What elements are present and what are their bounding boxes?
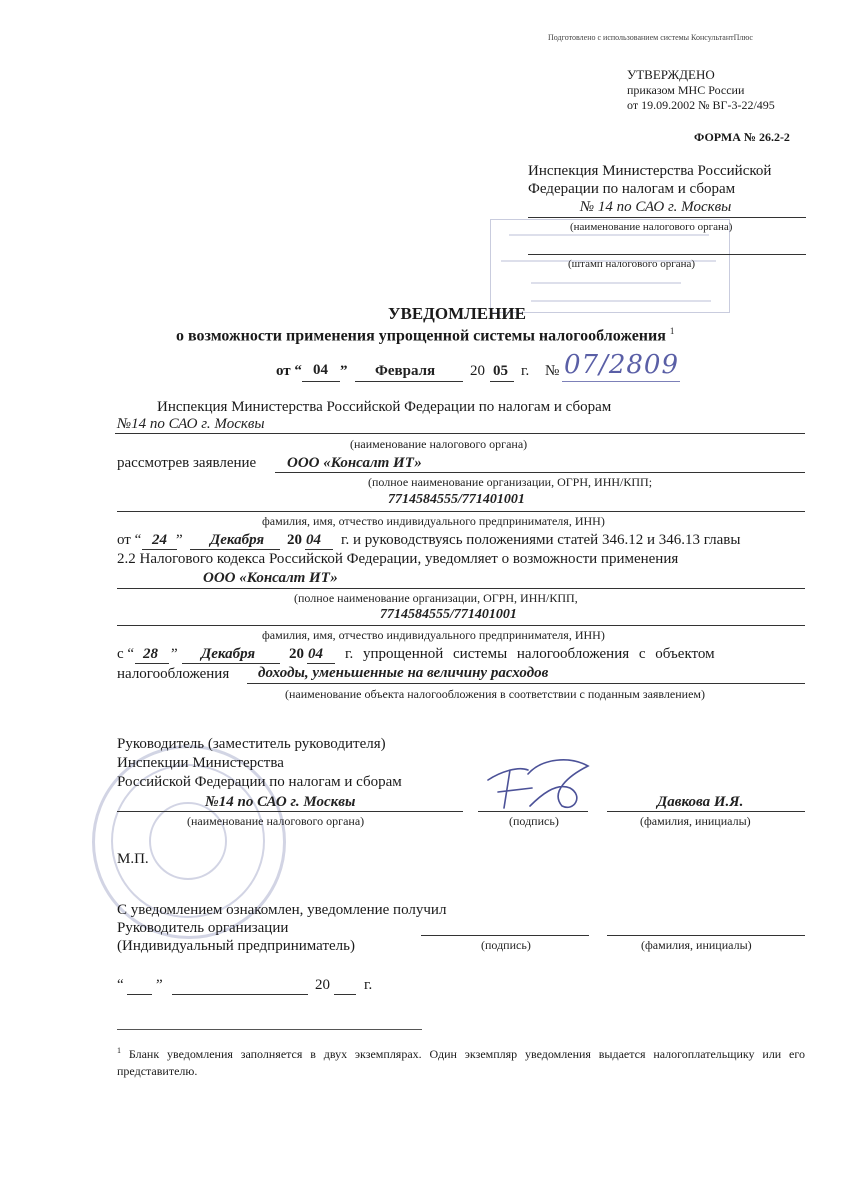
receipt-line2: Руководитель организации (117, 920, 289, 936)
year2-prefix: 20 (287, 532, 302, 548)
signer-name: Давкова И.Я. (657, 794, 744, 810)
object-label: налогообложения (117, 666, 230, 682)
inspection-line: Инспекция Министерства Российской Федерации по налогам и сборам (157, 399, 612, 415)
applicant-org: ООО «Консалт ИТ» (287, 455, 422, 471)
number-label: № (545, 363, 560, 379)
receipt-line3: (Индивидуальный предприниматель) (117, 938, 355, 954)
date-year-line (490, 381, 514, 382)
org2: ООО «Консалт ИТ» (203, 570, 338, 586)
applicant-inn: 7714584555/771401001 (388, 492, 525, 507)
footnote-text: Бланк уведомления заполняется в двух экземплярах. Один экземпляр уведомления выдается налогоплательщику или его представителю. (117, 1047, 806, 1078)
year3: 04 (308, 646, 323, 662)
handwritten-signature (470, 752, 610, 814)
object-underline (247, 683, 805, 684)
approval-line3: от 19.09.2002 № ВГ-3-22/495 (627, 98, 775, 112)
inspection-underline (115, 433, 805, 434)
receipt-year-line (334, 994, 356, 995)
addressee-underline (528, 217, 806, 218)
month3-line (182, 663, 280, 664)
receipt-date-close: ” (156, 977, 163, 993)
mp-label: М.П. (117, 851, 149, 867)
title-text: о возможности применения упрощенной системы налогообложения (176, 327, 666, 345)
stamp-underline (528, 254, 806, 255)
form-number: ФОРМА № 26.2-2 (694, 130, 790, 144)
addressee-line1: Инспекция Министерства Российской (528, 163, 772, 179)
title-line2 (176, 327, 674, 344)
considered-label: рассмотрев заявление (117, 455, 257, 471)
receipt-day-line (127, 994, 152, 995)
title-line1: УВЕДОМЛЕНИЕ (388, 304, 526, 323)
addressee-line2: Федерации по налогам и сборам (528, 181, 736, 197)
number-handwritten: 07/2809 (564, 350, 680, 380)
cap-fio2: фамилия, имя, отчество индивидуального предпринимателя, ИНН) (262, 628, 605, 642)
org2-underline (117, 588, 805, 589)
receipt-sign-line (421, 935, 589, 936)
close3: ” (171, 646, 178, 662)
year3-line (307, 663, 335, 664)
signer-line1: Руководитель (заместитель руководителя) (117, 736, 386, 752)
year2: 04 (306, 532, 321, 548)
inspection-handwritten: №14 по САО г. Москвы (117, 416, 265, 432)
from3: с “ (117, 646, 135, 662)
day3-line (135, 663, 169, 664)
cap-receipt-sign: (подпись) (481, 938, 531, 952)
date-month-line (355, 381, 463, 382)
month2-line (190, 549, 280, 550)
footnote-separator (117, 1029, 422, 1030)
applicant-inn-underline (117, 511, 805, 512)
addressee-caption2: (штамп налогового органа) (568, 258, 696, 270)
month3: Декабря (201, 646, 256, 662)
year3-prefix: 20 (289, 646, 304, 662)
receipt-fio-line (607, 935, 805, 936)
month2: Декабря (210, 532, 265, 548)
cap-fio1: фамилия, имя, отчество индивидуального предпринимателя, ИНН) (262, 514, 605, 528)
applicant-org-underline (275, 472, 805, 473)
signer-organ-line (117, 811, 463, 812)
date-day-line (302, 381, 340, 382)
addressee-handwritten: № 14 по САО г. Москвы (580, 199, 732, 215)
approval-line1: УТВЕРЖДЕНО (627, 67, 715, 82)
inn2: 7714584555/771401001 (380, 607, 517, 622)
cap-receipt-fio: (фамилия, инициалы) (641, 938, 752, 952)
receipt-g: г. (364, 977, 373, 993)
date-year-prefix: 20 (470, 363, 485, 379)
day2-line (142, 549, 177, 550)
cap-org1: (полное наименование организации, ОГРН, ИНН/КПП; (368, 475, 653, 489)
receipt-line1: С уведомлением ознакомлен, уведомление получил (117, 902, 447, 918)
cap-object: (наименование объекта налогообложения в соответствии с поданным заявлением) (285, 687, 705, 701)
footnote (117, 1042, 805, 1080)
title-footnote-mark: 1 (669, 326, 675, 336)
cap-signer-sign: (подпись) (509, 814, 559, 828)
simplified-text: г. упрощенной системы налогообложения с объектом (345, 646, 715, 662)
object-handwritten: доходы, уменьшенные на величину расходов (258, 665, 549, 681)
date-from: от “ (276, 363, 302, 379)
approval-line2: приказом МНС России (627, 83, 745, 97)
number-line (562, 381, 680, 382)
from2: от “ (117, 532, 142, 548)
receipt-date-open: “ (117, 977, 124, 993)
date-year: 05 (493, 363, 508, 379)
date-day: 04 (313, 362, 328, 378)
addressee-caption1: (наименование налогового органа) (570, 221, 733, 233)
date-close: ” (340, 363, 348, 379)
receipt-month-line (172, 994, 308, 995)
receipt-year-prefix: 20 (315, 977, 330, 993)
date-month: Февраля (375, 363, 436, 379)
cap-org2: (полное наименование организации, ОГРН, ИНН/КПП, (294, 591, 578, 605)
inn2-underline (117, 625, 805, 626)
signer-name-line (607, 811, 805, 812)
cap-tax-organ: (наименование налогового органа) (350, 437, 528, 451)
signer-line2: Инспекции Министерства (117, 755, 284, 771)
year2-line (305, 549, 333, 550)
cap-signer-organ: (наименование налогового органа) (187, 814, 365, 828)
guided-text: г. и руководствуясь положениями статей 346.12 и 346.13 главы (341, 532, 741, 548)
footnote-mark: 1 (117, 1046, 121, 1055)
cap-signer-fio: (фамилия, инициалы) (640, 814, 751, 828)
day2: 24 (152, 532, 167, 548)
chapter-line: 2.2 Налогового кодекса Российской Федерации, уведомляет о возможности применения (117, 551, 679, 567)
header-note: Подготовлено с использованием системы КонсультантПлюс (548, 33, 753, 42)
signer-line3: Российской Федерации по налогам и сборам (117, 774, 402, 790)
close2: ” (176, 532, 183, 548)
date-g: г. (521, 363, 530, 379)
signer-organ: №14 по САО г. Москвы (205, 794, 356, 810)
day3: 28 (143, 646, 158, 662)
